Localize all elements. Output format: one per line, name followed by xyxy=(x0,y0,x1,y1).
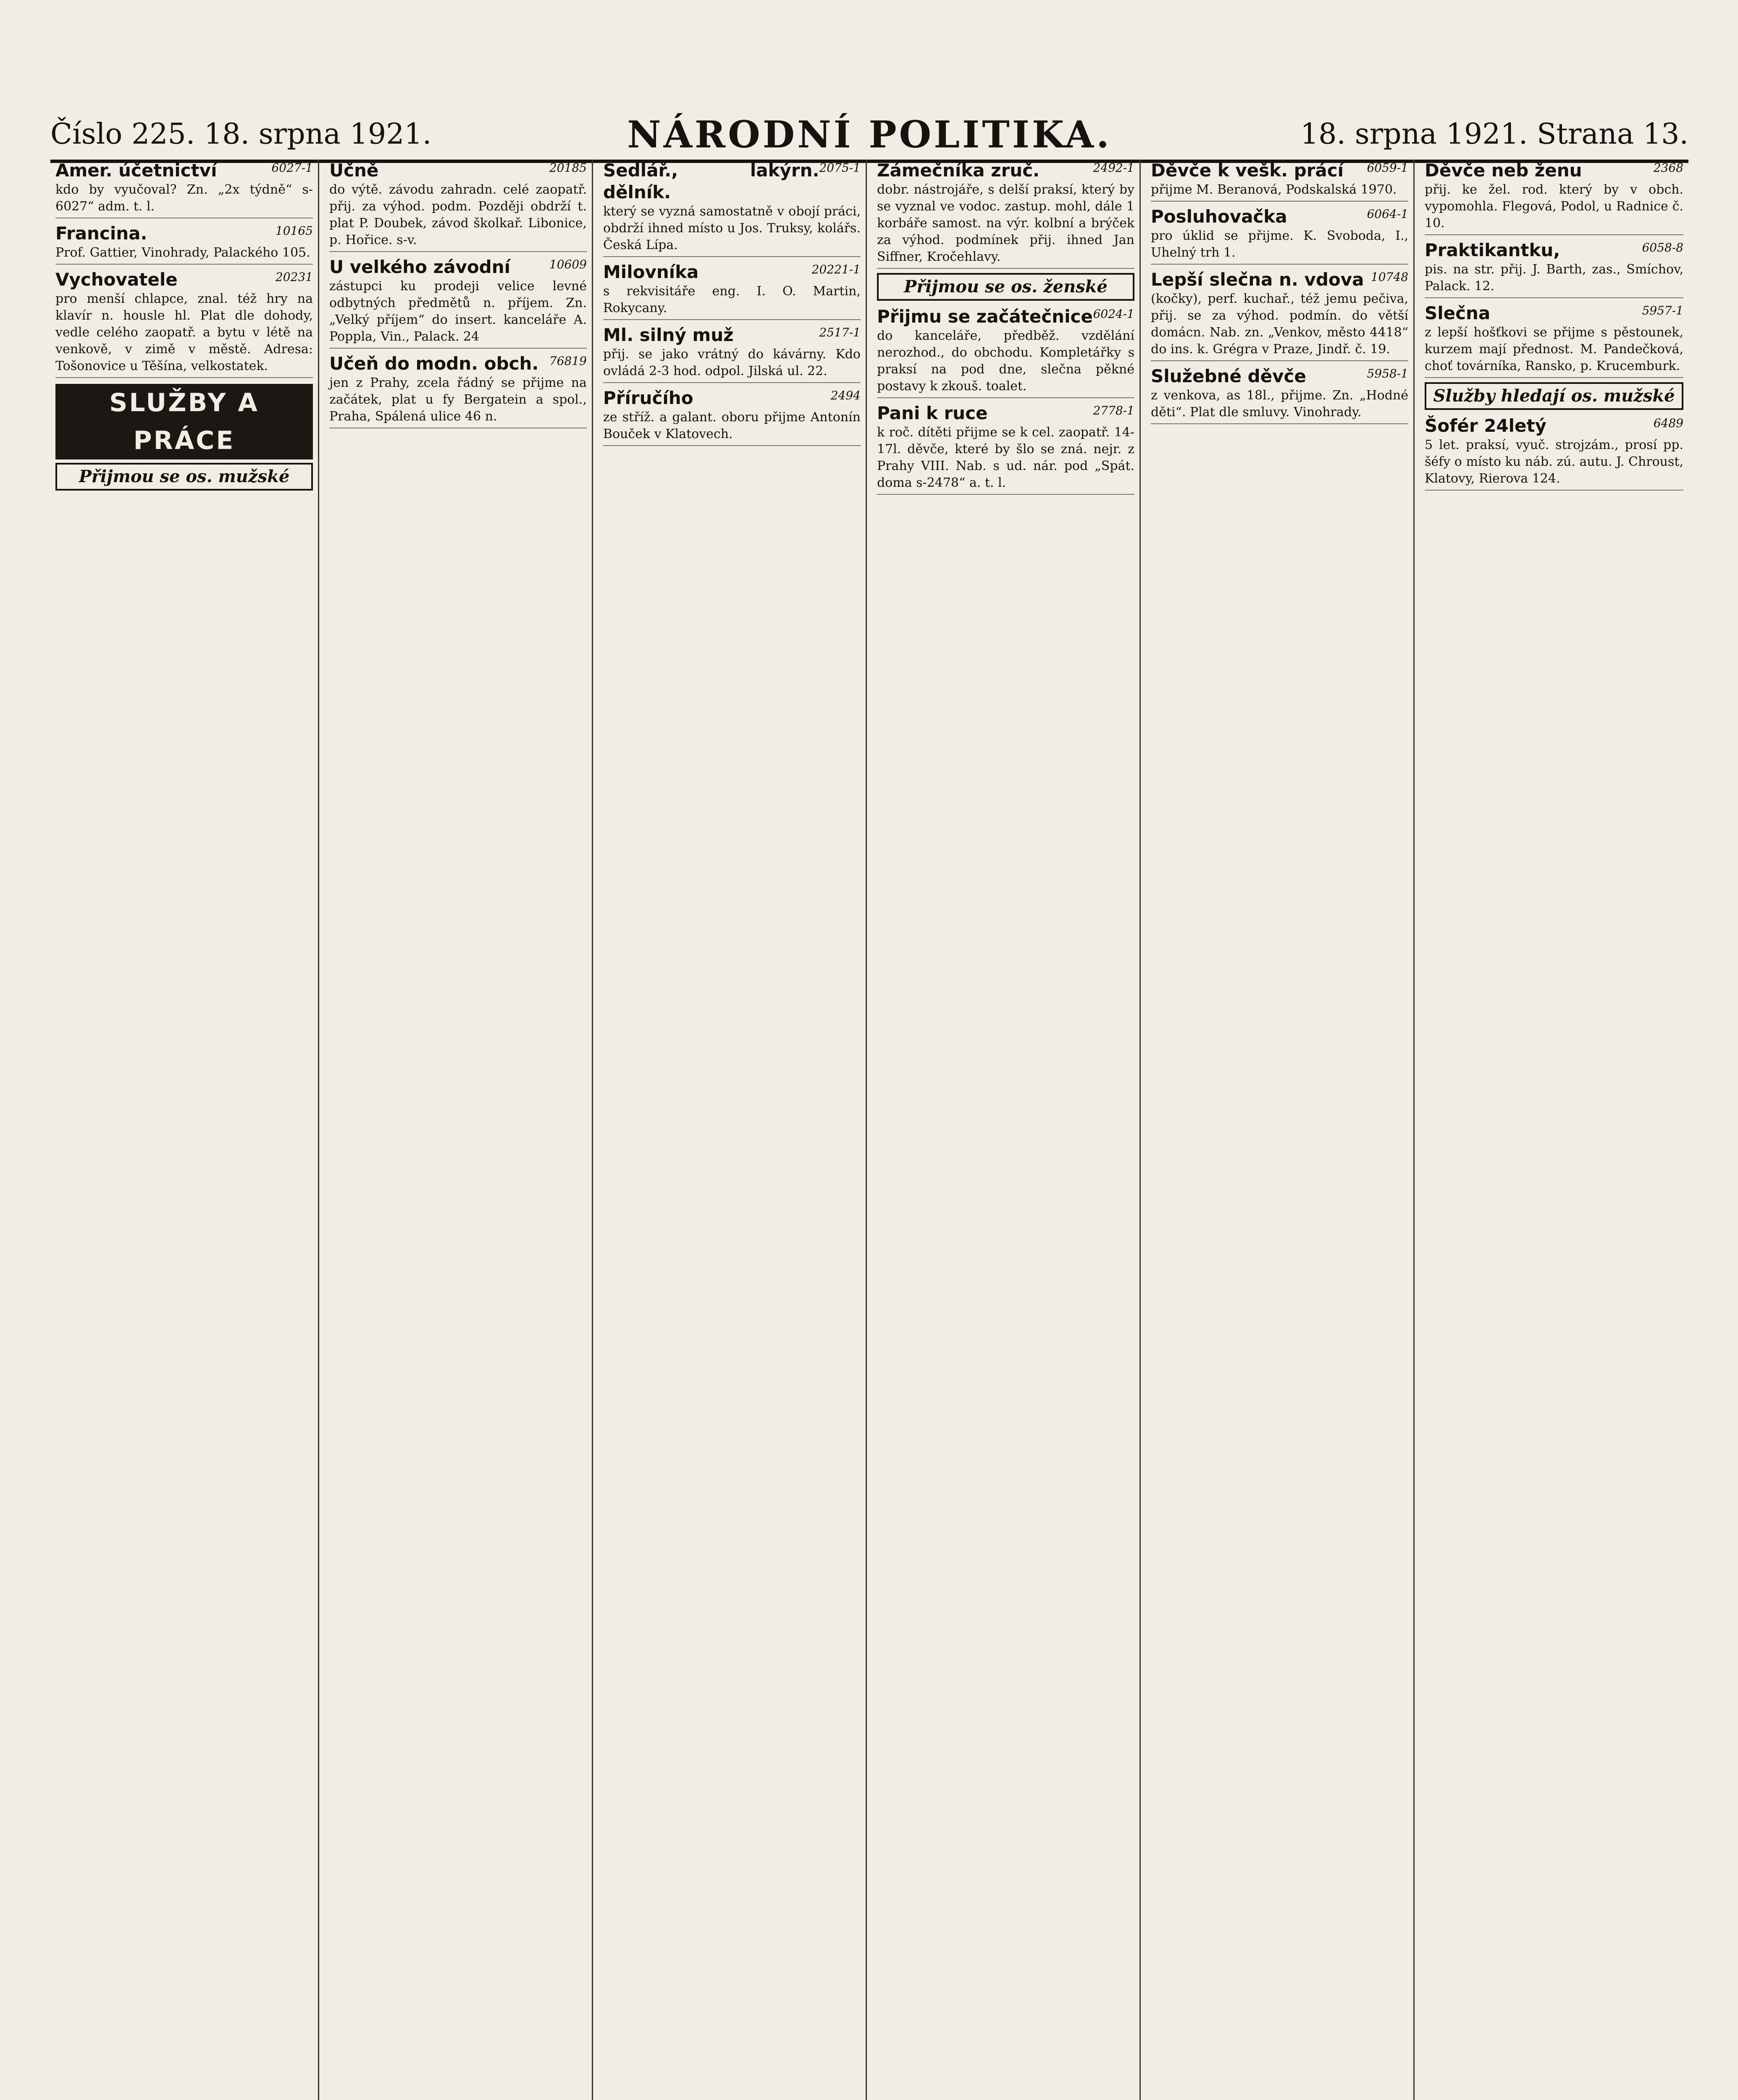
masthead xyxy=(50,97,1688,163)
classified-ad xyxy=(1425,239,1683,298)
ad-number: 10609 xyxy=(549,257,587,271)
ad-number: 5957-1 xyxy=(1642,304,1683,318)
date-and-page: 18. srpna 1921. Strana 13. xyxy=(1300,118,1688,151)
ad-text: přijme M. Beranová, Podskalská 1970. xyxy=(1151,182,1397,197)
ad-number: 6064-1 xyxy=(1367,207,1408,221)
classified-ad xyxy=(329,256,587,349)
ad-heading: Lepší slečna n. vdova xyxy=(1151,269,1364,290)
ad-number: 2368 xyxy=(1653,161,1683,175)
ad-heading: Amer. účetnictví xyxy=(55,160,217,181)
ad-number: 10748 xyxy=(1370,270,1408,284)
column-6 xyxy=(1420,160,1688,2100)
ad-text: 5 let. praksí, vyuč. strojzám., prosí pp. šéfy o místo ku náb. zú. autu. J. Chroust, Klatovy, Rierova 124. xyxy=(1425,438,1683,486)
ad-number: 6024-1 xyxy=(1093,307,1134,321)
ad-heading: Děvče k vešk. prácí xyxy=(1151,160,1344,181)
classified-ad xyxy=(55,223,313,265)
ad-text: do kanceláře, předběž. vzdělání nerozhod., do obchodu. Kompletářky s praksí na pod dne, slečna pěkné postavy k zkouš. toalet. xyxy=(877,328,1134,394)
classified-ad xyxy=(603,324,861,383)
ad-text: zástupci ku prodeji velice levné odbytných předmětů n. příjem. Zn. „Velký příjem“ do insert. kanceláře A. Poppla, Vin., Palack. 24 xyxy=(329,279,587,344)
ad-text: s rekvisitáře eng. I. O. Martin, Rokycany. xyxy=(603,284,861,315)
ad-heading: Učně xyxy=(329,160,379,181)
ad-heading: Děvče neb ženu xyxy=(1425,160,1582,181)
ad-number: 20231 xyxy=(275,270,313,284)
classified-ad xyxy=(1425,415,1683,491)
classified-ad xyxy=(1425,160,1683,235)
ad-number: 2492-1 xyxy=(1093,161,1134,175)
classified-ad xyxy=(877,402,1134,495)
ad-heading: U velkého závodní xyxy=(329,257,511,277)
ad-heading: Milovníka xyxy=(603,262,699,282)
classified-ad xyxy=(1151,160,1408,202)
classified-ad xyxy=(603,160,861,257)
issue-number: Číslo 225. 18. srpna 1921. xyxy=(50,118,432,151)
ad-number: 6059-1 xyxy=(1367,161,1408,175)
ad-heading: Francina. xyxy=(55,223,147,244)
ad-number: 20185 xyxy=(549,161,587,175)
ad-number: 6058-8 xyxy=(1642,241,1683,255)
ad-text: z lepší hošťkovi se přijme s pěstounek, kurzem mají přednost. M. Pandečková, choť továrníka, Ransko, p. Krucemburk. xyxy=(1425,325,1683,373)
column-2 xyxy=(324,160,593,2100)
ad-text: pis. na str. přij. J. Barth, zas., Smíchov, Palack. 12. xyxy=(1425,262,1683,294)
classified-ad xyxy=(1151,365,1408,424)
ad-heading: Šofér 24letý xyxy=(1425,415,1546,436)
ad-number: 2075-1 xyxy=(819,161,861,175)
ad-heading: Učeň do modn. obch. xyxy=(329,353,539,374)
ad-text: z venkova, as 18l., přijme. Zn. „Hodné děti“. Plat dle smluvy. Vinohrady. xyxy=(1151,388,1408,420)
column-5 xyxy=(1146,160,1415,2100)
ad-number: 5958-1 xyxy=(1367,367,1408,381)
ad-heading: Služebné děvče xyxy=(1151,366,1306,386)
classified-ad xyxy=(55,160,313,218)
ad-heading: Sedlář., lakýrn. dělník. xyxy=(603,160,819,202)
ad-number: 10165 xyxy=(275,224,313,238)
ad-text: přij. se jako vrátný do kávárny. Kdo ovládá 2-3 hod. odpol. Jilská ul. 22. xyxy=(603,347,861,378)
classified-ad xyxy=(877,306,1134,398)
classified-ad xyxy=(1425,302,1683,378)
ad-number: 2494 xyxy=(830,388,861,402)
ad-text: dobr. nástrojáře, s delší praksí, který by se vyznal ve vodoc. zastup. mohl, dále 1 korbáře samost. na výr. kolbní a brýček za výhod. podmínek přij. ihned Jan Siffner, Kročehlavy. xyxy=(877,182,1134,264)
classified-ad xyxy=(603,387,861,446)
ad-number: 20221-1 xyxy=(811,262,861,276)
ad-heading: Ml. silný muž xyxy=(603,325,734,345)
ad-number: 76819 xyxy=(549,354,587,368)
ad-text: (kočky), perf. kuchař., též jemu pečiva, přij. se za výhod. podmín. do větší domácn. Nab. zn. „Venkov, město 4418“ do ins. k. Grégra v Praze, Jindř. č. 19. xyxy=(1151,291,1408,357)
ad-heading: Slečna xyxy=(1425,303,1491,323)
ad-text: Prof. Gattier, Vinohrady, Palackého 105. xyxy=(55,245,310,260)
classified-ad xyxy=(877,160,1134,269)
column-1 xyxy=(50,160,319,2100)
classified-columns xyxy=(50,160,1688,2100)
classified-ad xyxy=(329,353,587,428)
ad-text: do výtě. závodu zahradn. celé zaopatř. přij. za výhod. podm. Později obdrží t. plat P. Doubek, závod školkař. Libonice, p. Hořice. s-v. xyxy=(329,182,587,247)
ad-heading: Příručího xyxy=(603,388,693,408)
ad-text: pro úklid se přijme. K. Svoboda, I., Uhelný trh 1. xyxy=(1151,228,1408,260)
ad-heading: Zámečníka zruč. xyxy=(877,160,1040,181)
classified-ad xyxy=(55,269,313,378)
ad-text: k roč. dítěti přijme se k cel. zaopatř. 14-17l. děvče, které by šlo se zná. nejr. z Prahy VIII. Nab. s ud. nár. pod „Spát. doma s-2478“ a. t. l. xyxy=(877,425,1134,490)
sub-banner-seeking-work: Služby hledají os. mužské xyxy=(1425,382,1683,410)
ad-number: 2778-1 xyxy=(1093,404,1134,417)
ad-text: jen z Prahy, zcela řádný se přijme na začátek, plat u fy Bergatein a spol., Praha, Spálená ulice 46 n. xyxy=(329,375,587,424)
newspaper-title: NÁRODNÍ POLITIKA. xyxy=(627,113,1112,156)
ad-text: kdo by vyučoval? Zn. „2x týdně“ s-6027“ adm. t. l. xyxy=(55,182,313,214)
section-header: SLUŽBY A PRÁCE xyxy=(55,384,313,459)
sub-banner-women-wanted: Přijmou se os. ženské xyxy=(877,273,1134,301)
ad-text: přij. ke žel. rod. který by v obch. vypomohla. Flegová, Podol, u Radnice č. 10. xyxy=(1425,182,1683,231)
ad-number: 2517-1 xyxy=(819,326,861,339)
ad-text: pro menší chlapce, znal. též hry na klavír n. housle hl. Plat dle dohody, vedle celého zaopatř. a bytu v létě na venkově, v zimě v městě. Adresa: Tošonovice u Těšína, velkostatek. xyxy=(55,291,313,373)
ad-text: který se vyzná samostatně v obojí práci, obdrží ihned místo u Jos. Truksy, kolářs. Česká Lípa. xyxy=(603,204,861,252)
classified-ad xyxy=(329,160,587,252)
sub-banner-men-wanted: Přijmou se os. mužské xyxy=(55,463,313,491)
ad-heading: Vychovatele xyxy=(55,269,178,290)
ad-heading: Pani k ruce xyxy=(877,403,988,423)
column-3 xyxy=(598,160,867,2100)
ad-heading: Praktikantku, xyxy=(1425,240,1560,260)
ad-text: ze stříž. a galant. oboru přijme Antonín Bouček v Klatovech. xyxy=(603,410,861,441)
ad-heading: Přijmu se začátečnice xyxy=(877,306,1093,327)
ad-heading: Posluhovačka xyxy=(1151,206,1287,227)
classified-ad xyxy=(1151,206,1408,265)
ad-number: 6027-1 xyxy=(271,161,313,175)
ad-number: 6489 xyxy=(1653,416,1683,430)
classified-ad xyxy=(1151,269,1408,361)
classified-ad xyxy=(603,261,861,320)
column-4 xyxy=(872,160,1141,2100)
